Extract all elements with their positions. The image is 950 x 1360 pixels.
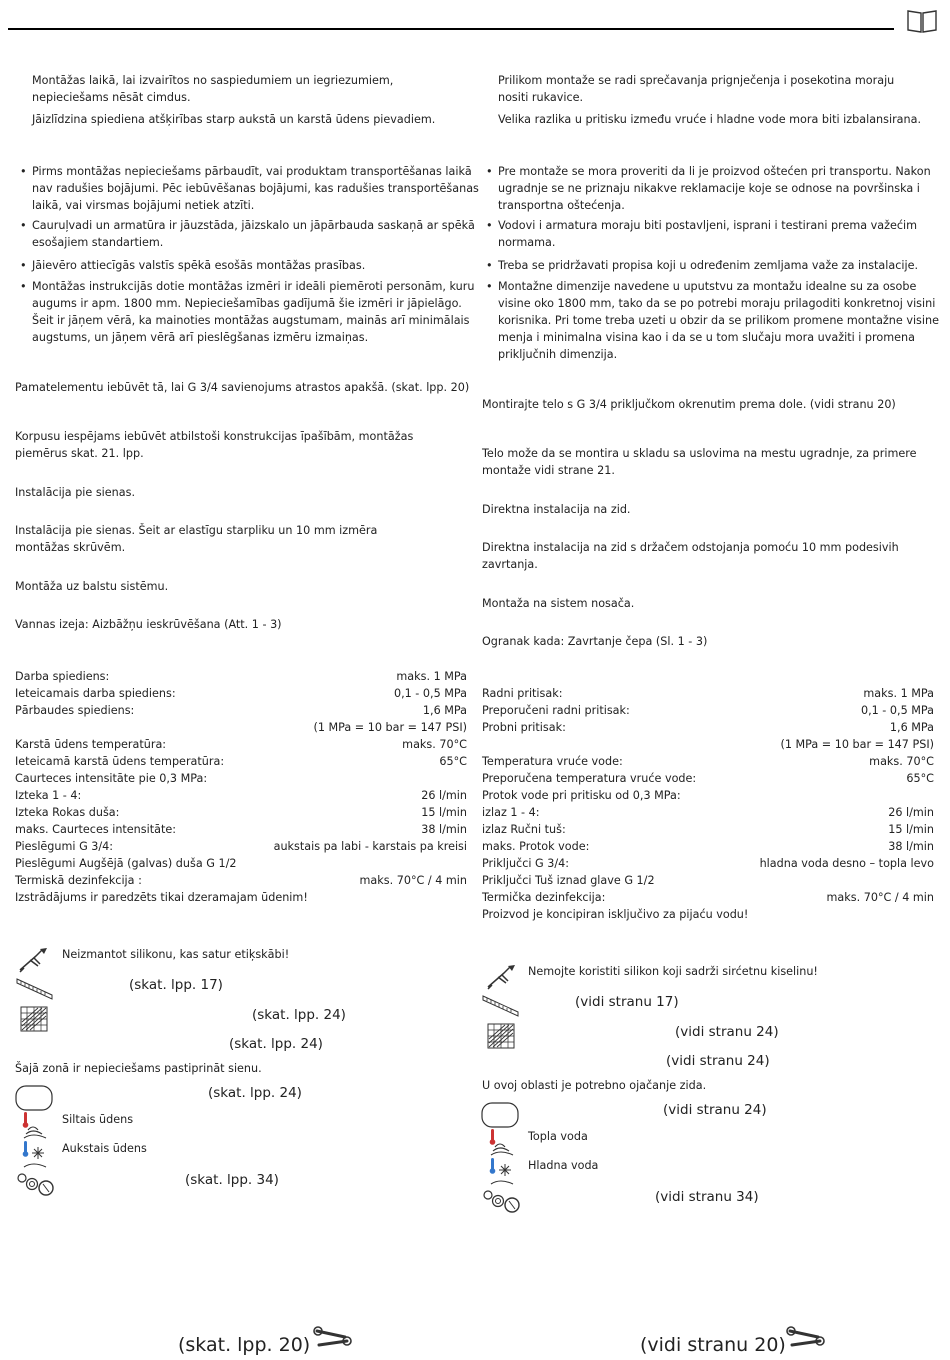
silicone-gun-icon — [484, 963, 518, 991]
spec-row: Termička dezinfekcija: maks. 70°C / 4 min — [482, 891, 934, 904]
hr-install-text: Montirajte telo s G 3/4 priključkom okrenutim prema dole. (vidi stranu 20) — [482, 398, 896, 411]
hr-safety-pressure: Velika razlika u pritisku između vruće i hladne vode mora biti izbalansirana. — [498, 113, 922, 126]
lv-install-text: Korpusu iespējams iebūvēt atbilstoši konstrukcijas īpašībām, montāžas piemērus skat. 21. lpp. — [15, 430, 414, 460]
hr-ref-p17: (vidi stranu 17) — [575, 994, 679, 1010]
spec-row: Ieteicamā karstā ūdens temperatūra: 65°C — [15, 755, 467, 768]
hr-bullet: • Vodovi i armatura moraju biti postavljeni, isprani i testirani prema važećim normama. — [482, 217, 948, 251]
spec-row: Darba spiediens: maks. 1 MPa — [15, 670, 467, 683]
lv-safety-pressure: Jāizlīdzina spiediena atšķirības starp aukstā un karstā ūdens pievadiem. — [32, 113, 436, 126]
lv-ref-p20: (skat. lpp. 20) — [178, 1334, 311, 1356]
hr-bullet: • Treba se pridržavati propisa koji u određenim zemljama važe za instalacije. — [482, 257, 948, 274]
spec-row: Priključci G 3/4: hladna voda desno – topla levo — [482, 857, 934, 870]
spec-row: Izteka 1 - 4: 26 l/min — [15, 789, 467, 802]
spec-row: Proizvod je koncipiran isključivo za pijaću vodu! — [482, 908, 749, 921]
spec-row: maks. Caurteces intensitāte: 38 l/min — [15, 823, 467, 836]
lv-ref-p24: (skat. lpp. 24) — [229, 1036, 323, 1052]
lv-cold-water-label: Aukstais ūdens — [62, 1142, 147, 1155]
lv-bullet: • Montāžas instrukcijās dotie montāžas izmēri ir ideāli piemēroti personām, kuru augums ir apm. 1800 mm. Nepieciešamības gadījumā šie izmēri ir jāpielāgo. Šeit ir jāņem vērā, ka mainoties montāžas augstumam, mainās arī minimālais augstums, un jāņem vērā arī pieslēgšanas izmēru izmaiņas. — [16, 278, 482, 346]
spirit-level-icon — [16, 977, 54, 1001]
hr-ref-p24: (vidi stranu 24) — [666, 1053, 770, 1069]
wrench-icon — [313, 1325, 353, 1353]
hr-ref-p24: (vidi stranu 24) — [675, 1024, 779, 1040]
spec-row: Ieteicamais darba spiediens: 0,1 - 0,5 MPa — [15, 687, 467, 700]
spec-row: Caurteces intensitāte pie 0,3 MPa: — [15, 772, 208, 785]
spec-row: izlaz Ručni tuš: 15 l/min — [482, 823, 934, 836]
cold-water-icon — [20, 1139, 48, 1169]
hot-water-icon — [487, 1127, 515, 1157]
spec-row: Temperatura vruće vode: maks. 70°C — [482, 755, 934, 768]
lv-install-text: Instalācija pie sienas. Šeit ar elastīgu starpliku un 10 mm izmēra montāžas skrūvēm. — [15, 524, 378, 554]
lv-ref-p24: (skat. lpp. 24) — [208, 1085, 302, 1101]
lv-bullet: • Jāievēro attiecīgās valstīs spēkā esošās montāžas prasības. — [16, 257, 482, 274]
rounded-frame-icon — [481, 1102, 519, 1128]
rounded-frame-icon — [15, 1085, 53, 1111]
lv-wall-reinforce: Šajā zonā ir nepieciešams pastiprināt sienu. — [15, 1062, 262, 1075]
spec-row: Termiskā dezinfekcija : maks. 70°C / 4 min — [15, 874, 467, 887]
silicone-gun-icon — [16, 946, 50, 974]
spec-row: Izteka Rokas duša: 15 l/min — [15, 806, 467, 819]
hr-ref-p34: (vidi stranu 34) — [655, 1189, 759, 1205]
hr-bullet: • Montažne dimenzije navedene u uputstvu za montažu idealne su za osobe visine oko 1800 mm, tako da se po potrebi moraju prilagoditi konkretnoj visini korisnika. Pri tome treba uzeti u obzir da se prilikom promene montažne visine menja i minimalna visina kao i da se u tom slučaju mora uvažiti i promena priključnih dimenzija. — [482, 278, 948, 363]
lv-bullet: • Cauruļvadi un armatūra ir jāuzstāda, jāizskalo un jāpārbauda saskaņā ar spēkā esošajiem standartiem. — [16, 217, 482, 251]
spec-row: izlaz 1 - 4: 26 l/min — [482, 806, 934, 819]
lv-bullet: • Pirms montāžas nepieciešams pārbaudīt, vai produktam transportēšanas laikā nav radušies bojājumi. Pēc iebūvēšanas bojājumi, kas radušies transportēšanas laikā, vai virsmas bojājumi netiek atzīti. — [16, 163, 482, 214]
lv-install-text: Vannas izeja: Aizbāžņu ieskrūvēšana (Att. 1 - 3) — [15, 618, 282, 631]
fittings-icon — [482, 1187, 522, 1215]
hot-water-icon — [20, 1110, 48, 1140]
hr-safety-gloves: Prilikom montaže se radi sprečavanja prignječenja i posekotina moraju nositi rukavice. — [498, 74, 895, 104]
hr-install-text: Ogranak kada: Zavrtanje čepa (Sl. 1 - 3) — [482, 635, 708, 648]
spec-row: Priključci Tuš iznad glave G 1/2 — [482, 874, 655, 887]
lv-ref-p24: (skat. lpp. 24) — [252, 1007, 346, 1023]
spec-row: Izstrādājums ir paredzēts tikai dzeramajam ūdenim! — [15, 891, 308, 904]
spirit-level-icon — [482, 994, 520, 1018]
header-rule — [8, 28, 894, 30]
hr-bullet: • Pre montaže se mora proveriti da li je proizvod oštećen pri transportu. Nakon ugradnje se ne priznaju nikakve reklamacije koje se odnose na površinska i transportna oštećenja. — [482, 163, 948, 214]
spec-row: Pieslēgumi G 3/4: aukstais pa labi - karstais pa kreisi — [15, 840, 467, 853]
hr-ref-p20: (vidi stranu 20) — [640, 1334, 786, 1356]
hr-wall-reinforce: U ovoj oblasti je potrebno ojačanje zida. — [482, 1079, 707, 1092]
cold-water-icon — [487, 1156, 515, 1186]
spec-row: Preporučeni radni pritisak: 0,1 - 0,5 MPa — [482, 704, 934, 717]
wrench-icon — [786, 1325, 826, 1353]
hr-ref-p24: (vidi stranu 24) — [663, 1102, 767, 1118]
lv-install-text: Montāža uz balstu sistēmu. — [15, 580, 169, 593]
lv-install-text: Instalācija pie sienas. — [15, 486, 136, 499]
spec-row: Karstā ūdens temperatūra: maks. 70°C — [15, 738, 467, 751]
spec-row: (1 MPa = 10 bar = 147 PSI) — [313, 721, 467, 734]
lv-safety-gloves: Montāžas laikā, lai izvairītos no saspiedumiem un iegriezumiem, nepieciešams nēsāt cimdus. — [32, 74, 394, 104]
hr-install-text: Telo može da se montira u skladu sa uslovima na mestu ugradnje, za primere montaže vidi strane 21. — [482, 447, 917, 477]
spec-row: Pārbaudes spiediens: 1,6 MPa — [15, 704, 467, 717]
hr-install-text: Direktna instalacija na zid s držačem odstojanja pomoću 10 mm podesivih zavrtanja. — [482, 541, 899, 571]
fittings-icon — [16, 1170, 56, 1198]
lv-ref-p34: (skat. lpp. 34) — [185, 1172, 279, 1188]
open-book-icon — [906, 8, 938, 34]
hr-hot-water-label: Topla voda — [528, 1130, 588, 1143]
lv-hot-water-label: Siltais ūdens — [62, 1113, 134, 1126]
spec-row: maks. Protok vode: 38 l/min — [482, 840, 934, 853]
hr-install-text: Montaža na sistem nosača. — [482, 597, 635, 610]
hr-install-text: Direktna instalacija na zid. — [482, 503, 631, 516]
lv-ref-p17: (skat. lpp. 17) — [129, 977, 223, 993]
lv-silicone-warning: Neizmantot silikonu, kas satur etiķskābi! — [62, 948, 290, 961]
spec-row: (1 MPa = 10 bar = 147 PSI) — [780, 738, 934, 751]
spec-row: Radni pritisak: maks. 1 MPa — [482, 687, 934, 700]
hr-cold-water-label: Hladna voda — [528, 1159, 599, 1172]
tile-grid-icon — [20, 1006, 48, 1032]
hr-silicone-warning: Nemojte koristiti silikon koji sadrži sirćetnu kiselinu! — [528, 965, 818, 978]
tile-grid-icon — [487, 1023, 515, 1049]
spec-row: Preporučena temperatura vruće vode: 65°C — [482, 772, 934, 785]
spec-row: Pieslēgumi Augšējā (galvas) duša G 1/2 — [15, 857, 237, 870]
spec-row: Probni pritisak: 1,6 MPa — [482, 721, 934, 734]
lv-install-text: Pamatelementu iebūvēt tā, lai G 3/4 savienojums atrastos apakšā. (skat. lpp. 20) — [15, 381, 470, 394]
spec-row: Protok vode pri pritisku od 0,3 MPa: — [482, 789, 681, 802]
